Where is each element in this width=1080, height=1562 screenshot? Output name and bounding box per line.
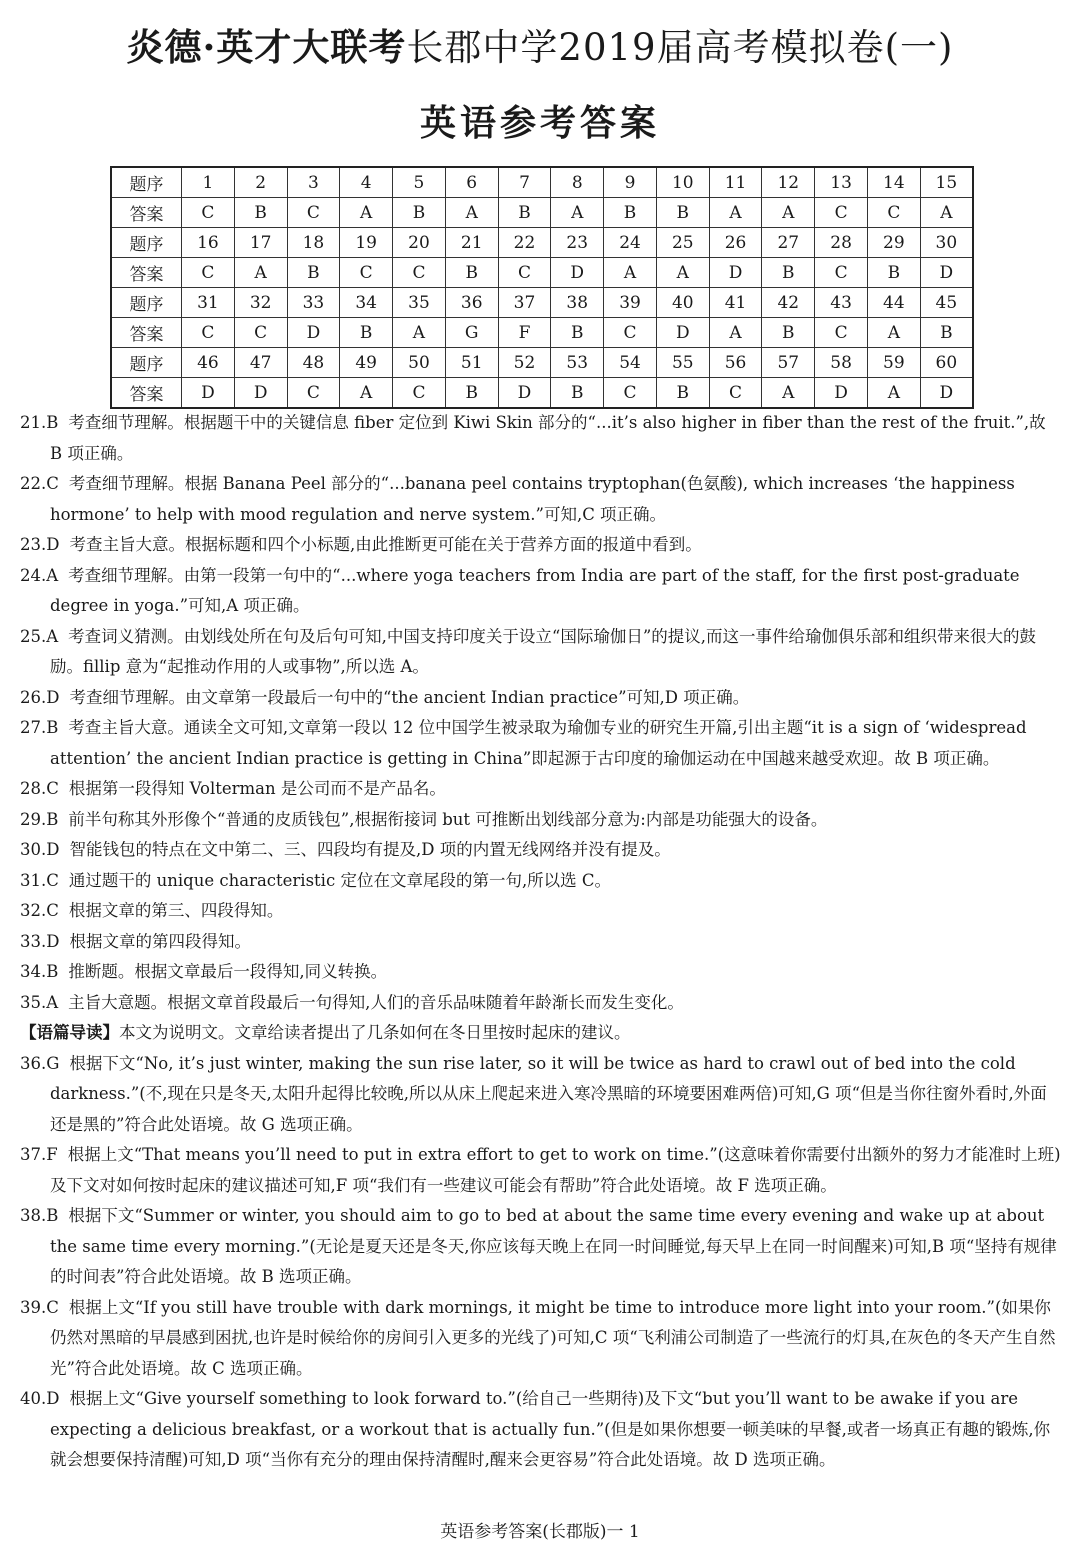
question-number-cell: 59 <box>867 348 920 378</box>
explanation-number: 26.D <box>20 687 60 707</box>
question-number-row <box>111 348 973 378</box>
explanation-item <box>20 957 1062 988</box>
answer-label: 答案 <box>111 318 182 348</box>
explanation-number: 25.A <box>20 626 59 646</box>
explanation-text: 根据下文“No, it’s just winter, making the sun rise later, so it will be twice as hard to crawl out of bed into the cold darkness.”(不,现在只是冬天,太阳升起得比较晚,所以从床上爬起来进入寒冷黑暗的环境要困难两倍)可知,G 项“但是当你往窗外看时,外面还是黑的”符合此处语境。故 G 选项正确。 <box>50 1053 1047 1134</box>
question-number-label: 题序 <box>111 228 182 258</box>
question-number-row <box>111 167 973 198</box>
answer-cell: C <box>604 378 657 409</box>
question-number-cell: 51 <box>445 348 498 378</box>
answer-cell: C <box>340 258 393 288</box>
answer-cell: D <box>287 318 340 348</box>
explanation-item <box>20 713 1062 774</box>
answer-cell: B <box>393 198 446 228</box>
answer-cell: D <box>815 378 868 409</box>
answer-cell: A <box>762 198 815 228</box>
question-number-cell: 15 <box>920 167 973 198</box>
answer-cell: C <box>867 198 920 228</box>
question-number-cell: 41 <box>709 288 762 318</box>
question-number-cell: 46 <box>182 348 235 378</box>
question-number-cell: 9 <box>604 167 657 198</box>
explanation-item <box>20 1384 1062 1476</box>
question-number-cell: 49 <box>340 348 393 378</box>
answer-cell: B <box>656 378 709 409</box>
question-number-cell: 14 <box>867 167 920 198</box>
explanation-text: 根据上文“If you still have trouble with dark mornings, it might be time to introduce more light into your room.”(如果你仍然对黑暗的早晨感到困扰,也许是时候给你的房间引入更多的光线了)可知,C 项“飞利浦公司制造了一些流行的灯具,在灰色的冬天产生自然光”符合此处语境。故 C 选项正确。 <box>50 1297 1056 1378</box>
explanation-text: 考查细节理解。根据题干中的关键信息 fiber 定位到 Kiwi Skin 部分的“...it’s also higher in fiber than the rest of the fruit.”,故 B 项正确。 <box>50 413 1046 463</box>
question-number-cell: 53 <box>551 348 604 378</box>
passage-guide <box>20 1018 1062 1049</box>
answer-cell: B <box>287 258 340 288</box>
question-number-cell: 11 <box>709 167 762 198</box>
explanation-number: 21.B <box>20 413 59 432</box>
explanation-number: 38.B <box>20 1206 59 1225</box>
answer-cell: C <box>182 198 235 228</box>
passage-guide-text: 本文为说明文。文章给读者提出了几条如何在冬日里按时起床的建议。 <box>119 1023 631 1042</box>
explanation-text: 推断题。根据文章最后一段得知,同义转换。 <box>68 962 388 981</box>
question-number-cell: 30 <box>920 228 973 258</box>
question-number-cell: 33 <box>287 288 340 318</box>
answer-cell: A <box>393 318 446 348</box>
explanations-seven-choose-five <box>20 1049 1062 1476</box>
question-number-cell: 21 <box>445 228 498 258</box>
question-number-cell: 50 <box>393 348 446 378</box>
answer-cell: D <box>920 378 973 409</box>
explanation-text: 根据上文“Give yourself something to look forward to.”(给自己一些期待)及下文“but you’ll want to be awake if you are expecting a delicious breakfast, or a workout that is actually fun.”(但是如果你想要一顿美味的早餐,或者一场真正有趣的锻炼,你就会想要保持清醒)可知,D 项“当你有充分的理由保持清醒时,醒来会更容易”符合此处语境。故 D 选项正确。 <box>50 1389 1051 1469</box>
question-number-cell: 60 <box>920 348 973 378</box>
explanation-text: 根据上文“That means you’ll need to put in extra effort to get to work on time.”(这意味着你需要付出额外的努力才能准时上班)及下文对如何按时起床的建议描述可知,F 项“我们有一些建议可能会有帮助”符合此处语境。故 F 选项正确。 <box>50 1145 1061 1195</box>
question-number-cell: 56 <box>709 348 762 378</box>
explanation-number: 29.B <box>20 809 59 829</box>
explanation-text: 考查主旨大意。通读全文可知,文章第一段以 12 位中国学生被录取为瑜伽专业的研究生开篇,引出主题“it is a sign of ‘widespread attention’ the ancient Indian practice is getting in China”即起源于古印度的瑜伽运动在中国越来越受欢迎。故 B 项正确。 <box>50 718 1027 768</box>
explanation-item <box>20 866 1062 897</box>
question-number-cell: 58 <box>815 348 868 378</box>
question-number-cell: 35 <box>393 288 446 318</box>
answer-cell: B <box>604 198 657 228</box>
question-number-cell: 43 <box>815 288 868 318</box>
question-number-cell: 24 <box>604 228 657 258</box>
answer-cell: A <box>656 258 709 288</box>
answer-cell: B <box>498 198 551 228</box>
answer-cell: D <box>920 258 973 288</box>
answer-cell: B <box>762 258 815 288</box>
explanation-number: 28.C <box>20 779 59 798</box>
answer-cell: C <box>287 378 340 409</box>
explanation-item <box>20 896 1062 927</box>
answer-cell: A <box>604 258 657 288</box>
explanations <box>20 408 1062 1476</box>
explanation-text: 考查主旨大意。根据标题和四个小标题,由此推断更可能在关于营养方面的报道中看到。 <box>69 535 702 554</box>
explanation-item <box>20 988 1062 1019</box>
explanation-item <box>20 408 1062 469</box>
question-number-cell: 3 <box>287 167 340 198</box>
answer-cell: A <box>551 198 604 228</box>
question-number-cell: 31 <box>182 288 235 318</box>
explanation-number: 35.A <box>20 992 59 1012</box>
answer-key-table <box>110 166 974 409</box>
explanation-text: 考查细节理解。由文章第一段最后一句中的“the ancient Indian practice”可知,D 项正确。 <box>69 687 750 707</box>
answer-cell: D <box>234 378 287 409</box>
answer-cell: A <box>709 198 762 228</box>
answer-cell: B <box>656 198 709 228</box>
explanations-reading <box>20 408 1062 1018</box>
answer-cell: D <box>709 258 762 288</box>
question-number-cell: 1 <box>182 167 235 198</box>
explanation-number: 40.D <box>20 1389 60 1408</box>
question-number-row <box>111 228 973 258</box>
question-number-cell: 32 <box>234 288 287 318</box>
explanation-text: 主旨大意题。根据文章首段最后一句得知,人们的音乐品味随着年龄渐长而发生变化。 <box>68 992 684 1012</box>
answer-cell: A <box>340 378 393 409</box>
answer-cell: F <box>498 318 551 348</box>
explanation-text: 考查词义猜测。由划线处所在句及后句可知,中国支持印度关于设立“国际瑜伽日”的提议,而这一事件给瑜伽俱乐部和组织带来很大的鼓励。fillip 意为“起推动作用的人或事物”,所以选 A。 <box>50 626 1037 676</box>
answer-cell: A <box>867 378 920 409</box>
question-number-cell: 5 <box>393 167 446 198</box>
question-number-cell: 8 <box>551 167 604 198</box>
question-number-cell: 26 <box>709 228 762 258</box>
question-number-cell: 22 <box>498 228 551 258</box>
exam-brand: 炎德·英才大联考 <box>126 25 407 69</box>
explanation-number: 23.D <box>20 535 60 554</box>
answer-cell: B <box>445 378 498 409</box>
explanation-item <box>20 1049 1062 1141</box>
explanation-item <box>20 1140 1062 1201</box>
answer-cell: C <box>182 258 235 288</box>
answer-cell: B <box>234 198 287 228</box>
question-number-cell: 23 <box>551 228 604 258</box>
explanation-number: 31.C <box>20 870 59 890</box>
answer-label: 答案 <box>111 258 182 288</box>
explanation-item <box>20 530 1062 561</box>
answer-cell: A <box>867 318 920 348</box>
question-number-cell: 44 <box>867 288 920 318</box>
explanation-number: 34.B <box>20 962 59 981</box>
question-number-cell: 28 <box>815 228 868 258</box>
question-number-cell: 37 <box>498 288 551 318</box>
answer-cell: B <box>340 318 393 348</box>
explanation-text: 根据下文“Summer or winter, you should aim to go to bed at about the same time every evening and wake up at about the same time every morning.”(无论是夏天还是冬天,你应该每天晚上在同一时间睡觉,每天早上在同一时间醒来)可知,B 项“坚持有规律的时间表”符合此处语境。故 B 选项正确。 <box>50 1206 1057 1286</box>
question-number-cell: 29 <box>867 228 920 258</box>
question-number-label: 题序 <box>111 288 182 318</box>
answer-cell: C <box>604 318 657 348</box>
question-number-cell: 39 <box>604 288 657 318</box>
question-number-cell: 19 <box>340 228 393 258</box>
question-number-cell: 57 <box>762 348 815 378</box>
question-number-cell: 45 <box>920 288 973 318</box>
answer-cell: C <box>498 258 551 288</box>
answer-cell: C <box>234 318 287 348</box>
answer-cell: B <box>867 258 920 288</box>
page-title: 英语参考答案 <box>419 102 660 144</box>
answer-cell: C <box>815 318 868 348</box>
answer-cell: C <box>815 258 868 288</box>
answer-cell: A <box>234 258 287 288</box>
question-number-cell: 18 <box>287 228 340 258</box>
answer-row <box>111 378 973 409</box>
explanation-number: 24.A <box>20 565 59 585</box>
answer-cell: C <box>393 378 446 409</box>
question-number-cell: 36 <box>445 288 498 318</box>
explanation-text: 根据文章的第三、四段得知。 <box>68 901 284 920</box>
question-number-cell: 7 <box>498 167 551 198</box>
answer-cell: A <box>340 198 393 228</box>
answer-cell: C <box>393 258 446 288</box>
question-number-cell: 17 <box>234 228 287 258</box>
question-number-cell: 27 <box>762 228 815 258</box>
answer-cell: A <box>762 378 815 409</box>
answer-cell: D <box>551 258 604 288</box>
explanation-item <box>20 683 1062 714</box>
explanation-text: 根据第一段得知 Volterman 是公司而不是产品名。 <box>68 779 446 798</box>
explanation-item <box>20 1293 1062 1385</box>
answer-label: 答案 <box>111 198 182 228</box>
explanation-item <box>20 622 1062 683</box>
answer-cell: C <box>287 198 340 228</box>
question-number-cell: 12 <box>762 167 815 198</box>
exam-title <box>0 22 1080 73</box>
explanation-item <box>20 927 1062 958</box>
question-number-cell: 55 <box>656 348 709 378</box>
answer-cell: B <box>920 318 973 348</box>
question-number-cell: 10 <box>656 167 709 198</box>
question-number-cell: 16 <box>182 228 235 258</box>
question-number-cell: 42 <box>762 288 815 318</box>
explanation-item <box>20 805 1062 836</box>
explanation-text: 考查细节理解。根据 Banana Peel 部分的“...banana peel contains tryptophan(色氨酸), which increases ‘the happiness hormone’ to help with mood regulation and nerve system.”可知,C 项正确。 <box>50 474 1015 524</box>
answer-cell: C <box>182 318 235 348</box>
question-number-label: 题序 <box>111 167 182 198</box>
explanation-number: 37.F <box>20 1145 58 1164</box>
question-number-cell: 47 <box>234 348 287 378</box>
question-number-cell: 40 <box>656 288 709 318</box>
explanation-number: 27.B <box>20 718 59 737</box>
answer-cell: A <box>920 198 973 228</box>
question-number-cell: 38 <box>551 288 604 318</box>
explanation-item <box>20 835 1062 866</box>
explanation-number: 36.G <box>20 1053 60 1073</box>
explanation-item <box>20 561 1062 622</box>
page-footer: 英语参考答案(长郡版)一 1 <box>440 1522 640 1542</box>
explanation-text: 前半句称其外形像个“普通的皮质钱包”,根据衔接词 but 可推断出划线部分意为:内部是功能强大的设备。 <box>68 809 828 829</box>
question-number-cell: 4 <box>340 167 393 198</box>
explanation-number: 39.C <box>20 1297 59 1317</box>
answer-cell: B <box>551 378 604 409</box>
answer-label: 答案 <box>111 378 182 409</box>
question-number-cell: 13 <box>815 167 868 198</box>
answer-cell: A <box>709 318 762 348</box>
answer-cell: D <box>182 378 235 409</box>
question-number-cell: 54 <box>604 348 657 378</box>
answer-cell: G <box>445 318 498 348</box>
answer-cell: C <box>709 378 762 409</box>
question-number-cell: 25 <box>656 228 709 258</box>
answer-cell: A <box>445 198 498 228</box>
answer-row <box>111 318 973 348</box>
answer-cell: B <box>445 258 498 288</box>
explanation-text: 智能钱包的特点在文中第二、三、四段均有提及,D 项的内置无线网络并没有提及。 <box>69 840 671 859</box>
answer-cell: B <box>551 318 604 348</box>
answer-row <box>111 258 973 288</box>
explanation-item <box>20 1201 1062 1293</box>
answer-cell: D <box>656 318 709 348</box>
explanation-item <box>20 469 1062 530</box>
question-number-cell: 2 <box>234 167 287 198</box>
question-number-cell: 6 <box>445 167 498 198</box>
explanation-number: 32.C <box>20 901 59 920</box>
answer-cell: D <box>498 378 551 409</box>
answer-cell: C <box>815 198 868 228</box>
question-number-cell: 20 <box>393 228 446 258</box>
explanation-number: 22.C <box>20 474 59 493</box>
explanation-text: 通过题干的 unique characteristic 定位在文章尾段的第一句,所以选 C。 <box>68 870 612 890</box>
passage-guide-label: 【语篇导读】 <box>20 1023 119 1042</box>
explanation-text: 根据文章的第四段得知。 <box>69 931 251 951</box>
question-number-cell: 34 <box>340 288 393 318</box>
answer-row <box>111 198 973 228</box>
exam-name: 长郡中学2019届高考模拟卷(一) <box>406 26 954 69</box>
question-number-row <box>111 288 973 318</box>
explanation-number: 33.D <box>20 931 60 951</box>
explanation-text: 考查细节理解。由第一段第一句中的“...where yoga teachers from India are part of the staff, for the first post-graduate degree in yoga.”可知,A 项正确。 <box>50 565 1020 615</box>
explanation-item <box>20 774 1062 805</box>
explanation-number: 30.D <box>20 840 60 859</box>
question-number-label: 题序 <box>111 348 182 378</box>
answer-cell: B <box>762 318 815 348</box>
question-number-cell: 52 <box>498 348 551 378</box>
question-number-cell: 48 <box>287 348 340 378</box>
